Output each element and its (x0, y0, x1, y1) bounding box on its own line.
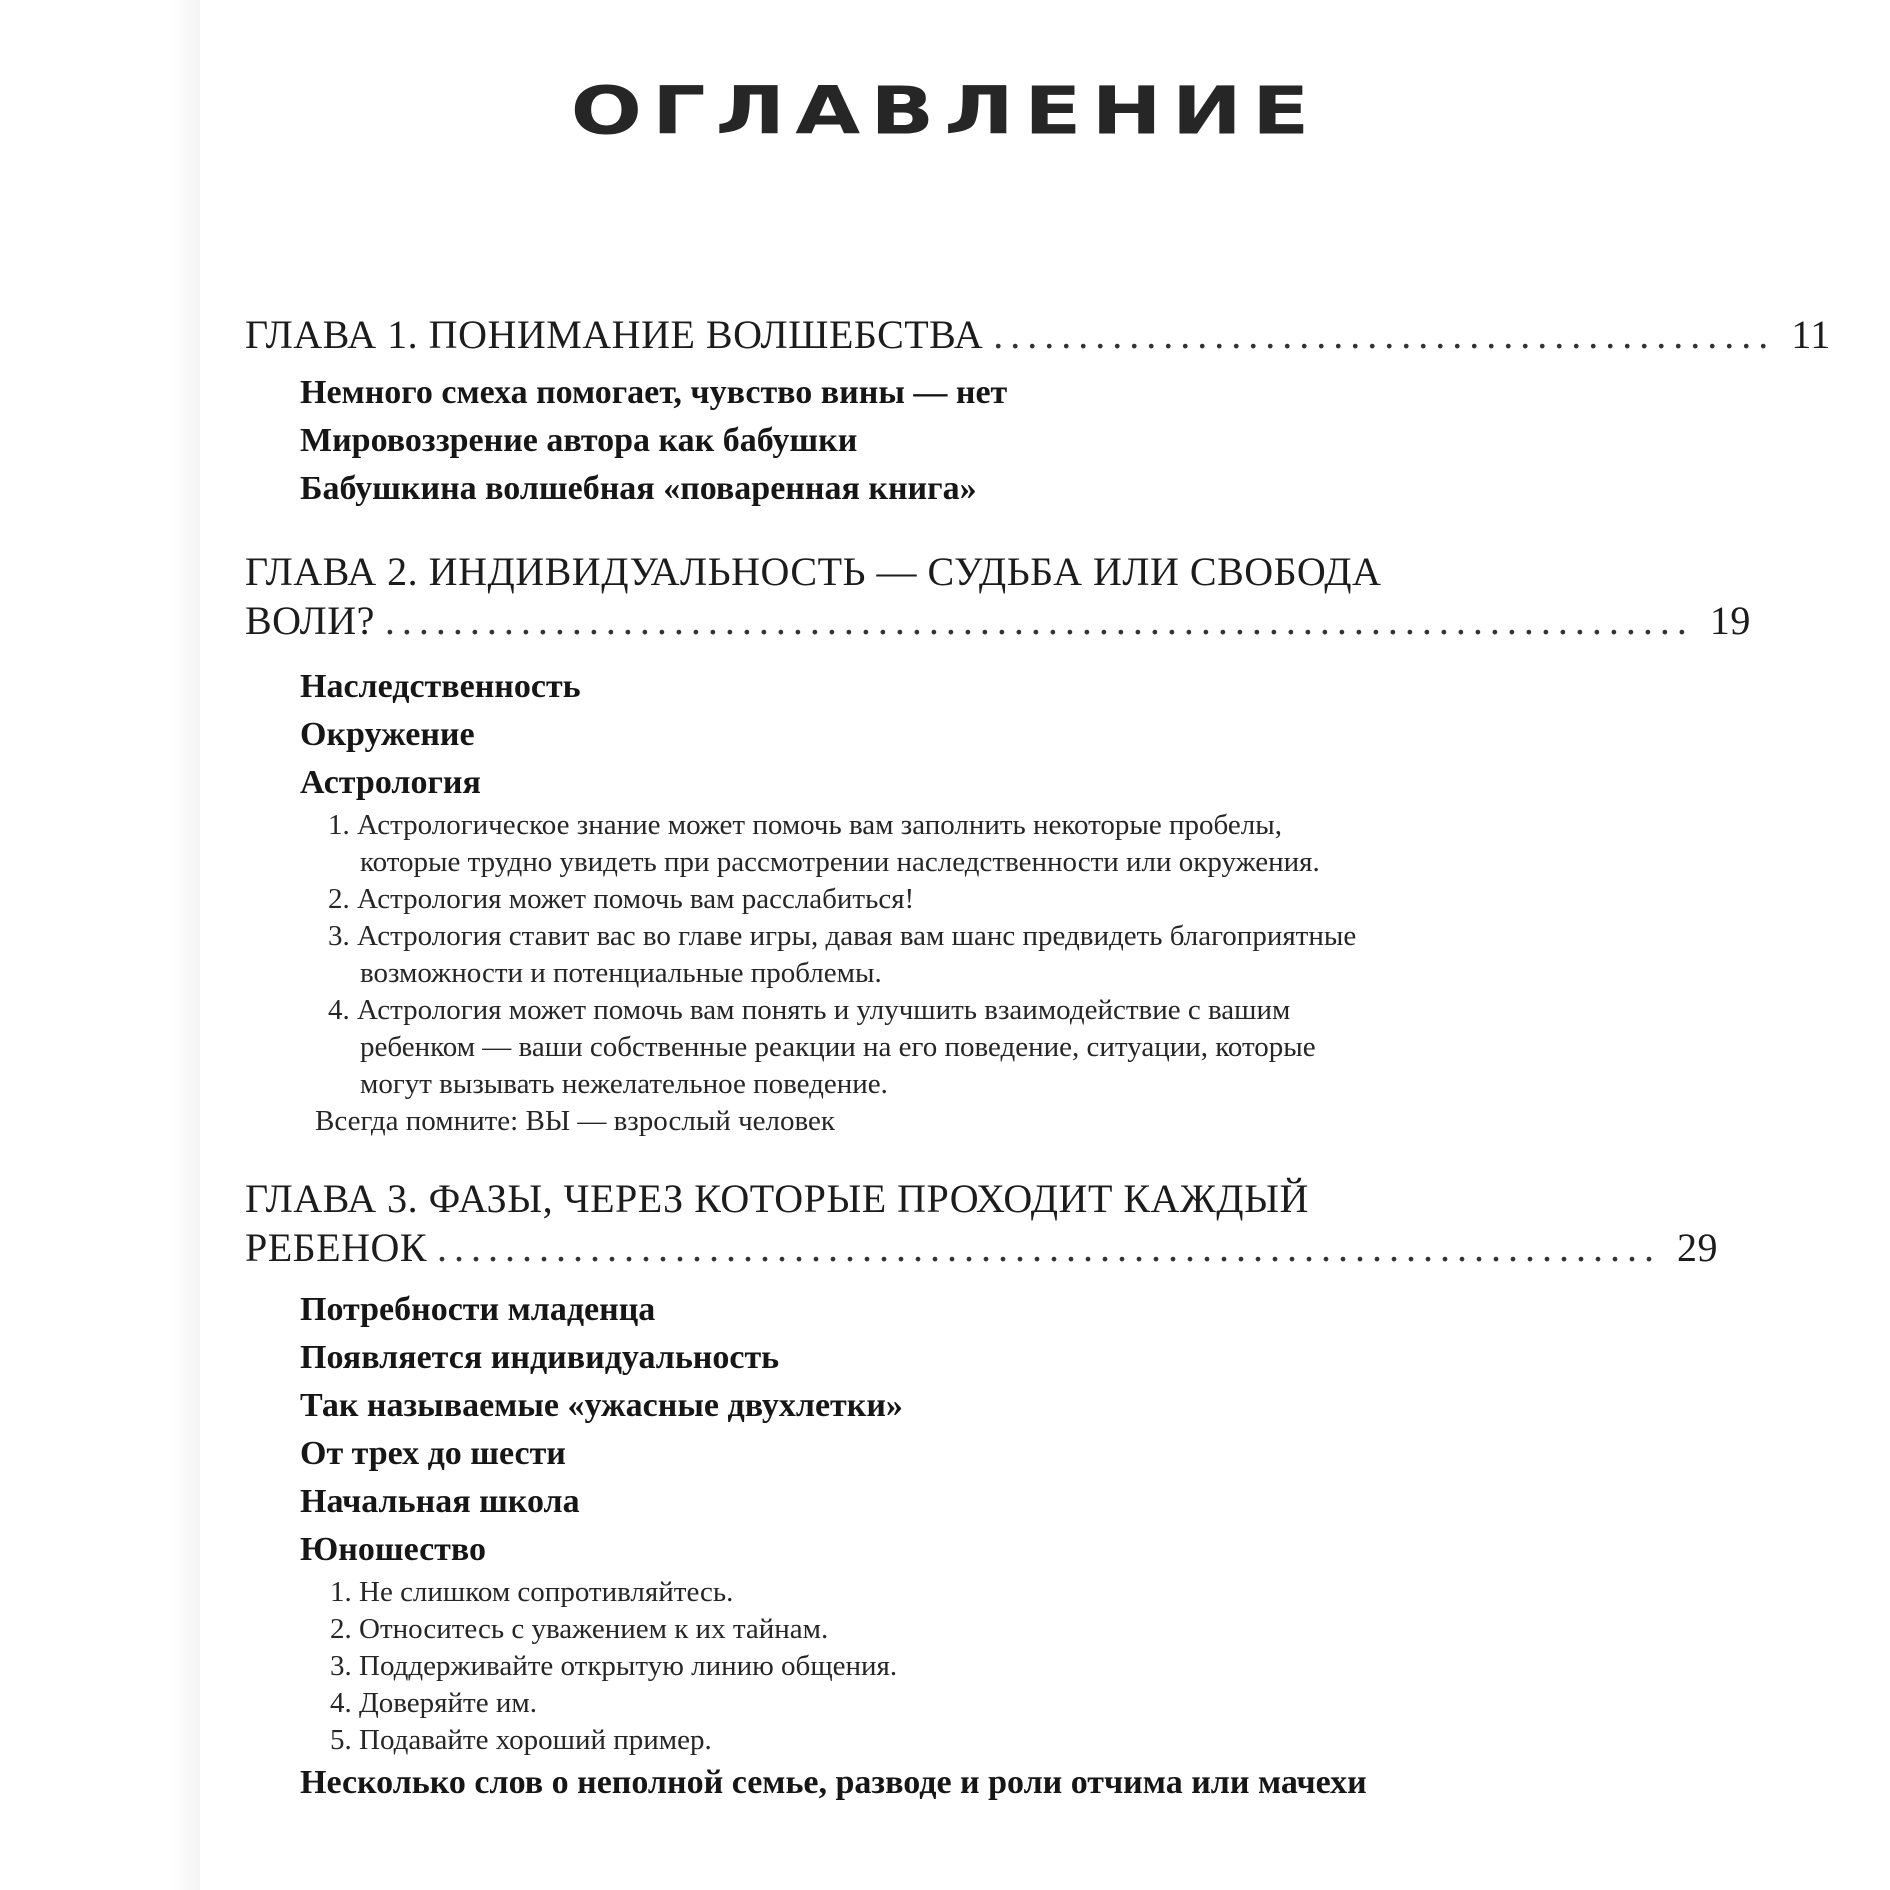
list-item[interactable]: 4. Астрология может помочь вам понять и улучшить взаимодействие с вашим ребенком — ваши собственные реакции на его поведение, ситуации, которые могут вызывать нежелательное поведение. (328, 994, 1316, 1100)
chapter-1-page-number: 11 (1791, 312, 1831, 357)
page-title: ОГЛАВЛЕНИЕ (570, 72, 1320, 150)
section-item[interactable]: Юношество (300, 1531, 487, 1568)
section-item[interactable]: Окружение (300, 716, 475, 753)
chapter-1-leader-dots: .............................................. (993, 312, 1776, 357)
section-item[interactable]: Бабушкина волшебная «поваренная книга» (300, 470, 977, 507)
chapter-3-title-continued: РЕБЕНОК (245, 1225, 428, 1270)
list-item[interactable]: 3. Астрология ставит вас во главе игры, давая вам шанс предвидеть благоприятные возможности и потенциальные проблемы. (328, 920, 1357, 989)
chapter-2-title-continued: ВОЛИ? (245, 598, 375, 643)
list-item[interactable]: 2. Астрология может помочь вам расслабиться! (328, 883, 915, 915)
chapter-2-numbered-list (245, 807, 1595, 1140)
chapter-3-page-number: 29 (1677, 1225, 1719, 1270)
chapter-3-title: ГЛАВА 3. ФАЗЫ, ЧЕРЕЗ КОТОРЫЕ ПРОХОДИТ КАЖДЫЙ (245, 1176, 1309, 1221)
section-item[interactable]: Потребности младенца (300, 1291, 656, 1328)
chapter-3-heading[interactable] (245, 1174, 1719, 1272)
list-item[interactable]: 1. Астрологическое знание может помочь вам заполнить некоторые пробелы, которые трудно увидеть при рассмотрении наследственности или окружения. (328, 809, 1320, 878)
list-item[interactable]: 5. Подавайте хороший пример. (330, 1724, 712, 1756)
list-item[interactable]: 4. Доверяйте им. (330, 1687, 537, 1719)
list-item[interactable]: 1. Не слишком сопротивляйтесь. (330, 1576, 734, 1608)
page-edge-shadow (0, 0, 200, 1890)
section-item[interactable]: Наследственность (300, 668, 581, 705)
chapter-1-sections (245, 369, 1595, 513)
chapter-2-leader-dots: ............................................................................. (384, 598, 1694, 643)
chapter-2-page-number: 19 (1709, 598, 1751, 643)
section-item[interactable]: Астрология (300, 764, 481, 801)
section-item[interactable]: Начальная школа (300, 1483, 580, 1520)
section-item[interactable]: От трех до шести (300, 1435, 566, 1472)
chapter-3-numbered-list (245, 1574, 1595, 1759)
chapter-2-heading[interactable] (245, 547, 1751, 645)
chapter-2-note[interactable]: Всегда помните: ВЫ — взрослый человек (315, 1105, 835, 1137)
section-item[interactable]: Появляется индивидуальность (300, 1339, 780, 1376)
chapter-3-leader-dots: ........................................................................ (437, 1225, 1662, 1270)
table-of-contents (245, 310, 1831, 1807)
list-item[interactable]: 2. Относитесь с уважением к их тайнам. (330, 1613, 829, 1645)
chapter-3-sections (245, 1286, 1595, 1574)
chapter-2-title: ГЛАВА 2. ИНДИВИДУАЛЬНОСТЬ — СУДЬБА ИЛИ СВОБОДА (245, 549, 1382, 594)
section-item[interactable]: Немного смеха помогает, чувство вины — нет (300, 374, 1008, 411)
chapter-2-sections (245, 663, 1595, 807)
chapter-1-heading[interactable] (245, 310, 1831, 359)
chapter-1-title: ГЛАВА 1. ПОНИМАНИЕ ВОЛШЕБСТВА (245, 312, 984, 357)
section-item[interactable]: Так называемые «ужасные двухлетки» (300, 1387, 903, 1424)
list-item[interactable]: 3. Поддерживайте открытую линию общения. (330, 1650, 898, 1682)
section-item-final[interactable]: Несколько слов о неполной семье, разводе и роли отчима или мачехи (300, 1764, 1367, 1801)
section-item[interactable]: Мировоззрение автора как бабушки (300, 422, 858, 459)
